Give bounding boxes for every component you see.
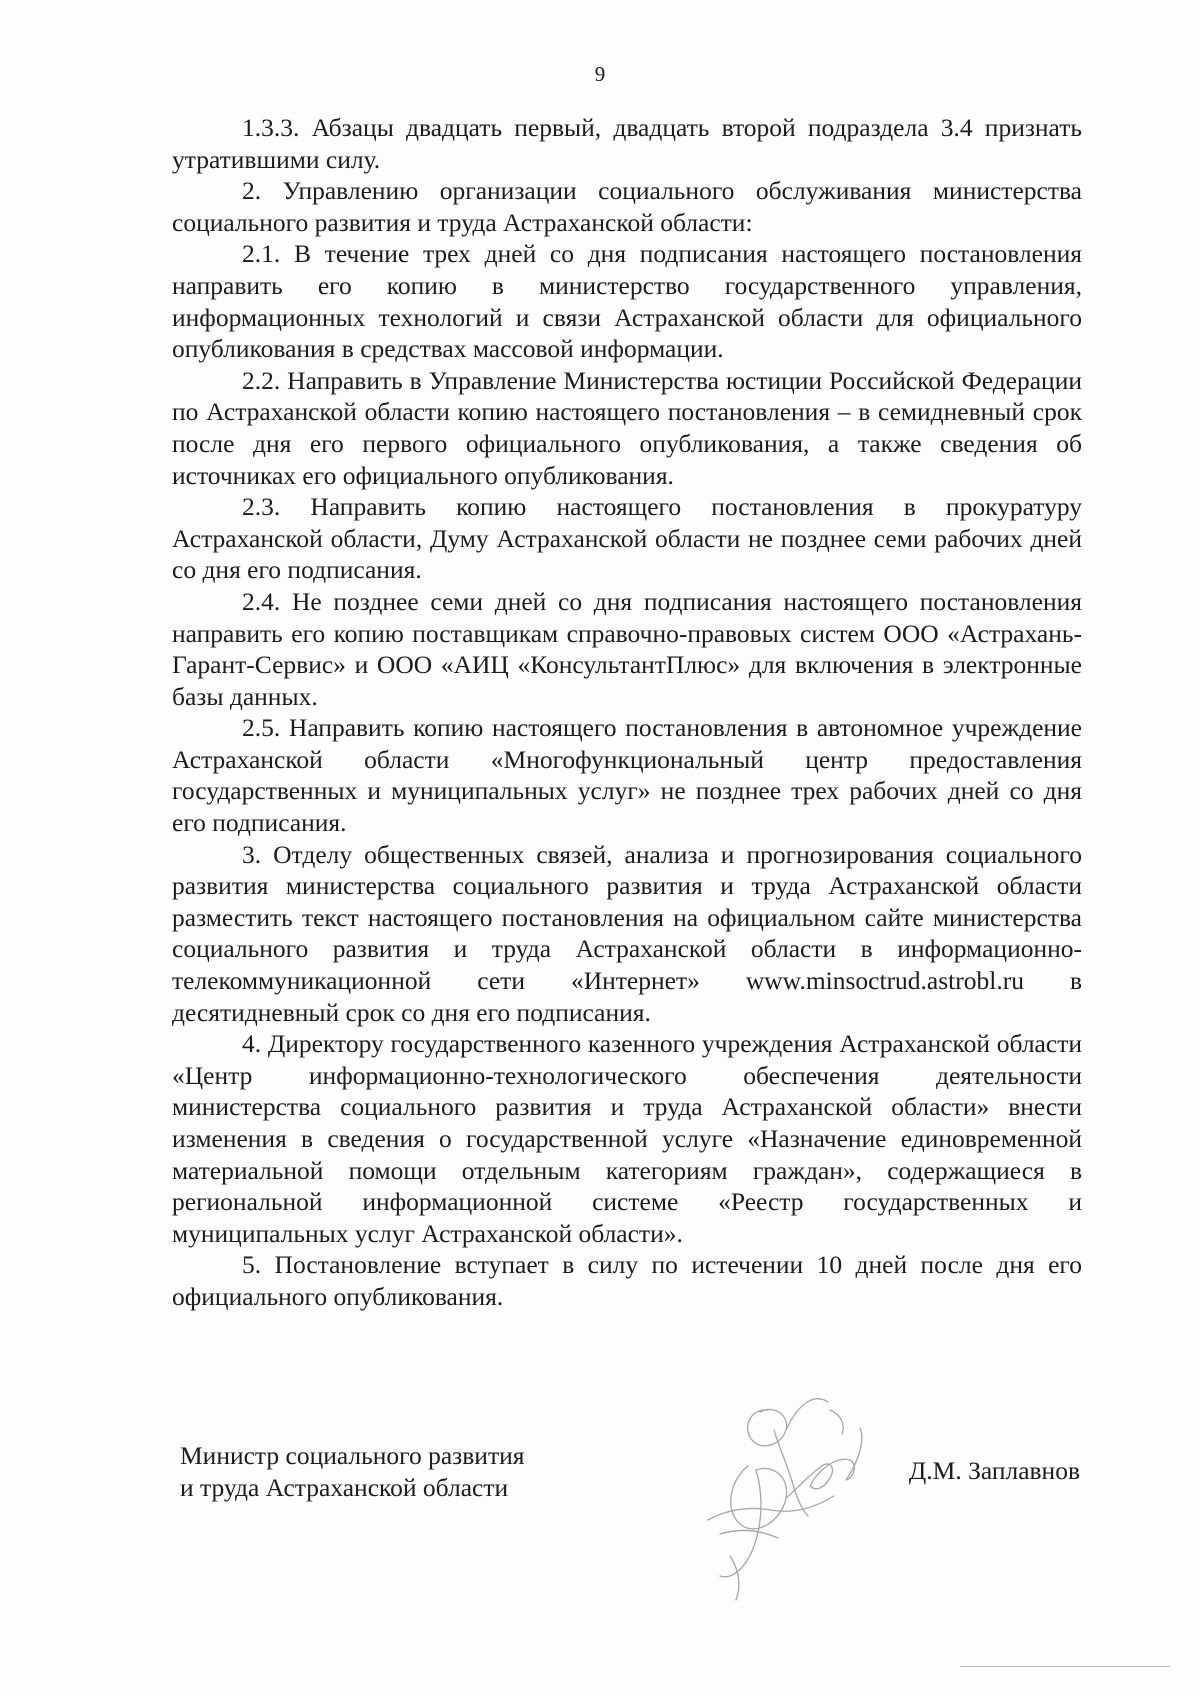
paragraph-5: 5. Постановление вступает в силу по истечении 10 дней после дня его официального опубликования. xyxy=(172,1250,1082,1311)
paragraph-2-1: 2.1. В течение трех дней со дня подписания настоящего постановления направить его копию в министерство государственного управления, информационных технологий и связи Астраханской области для официального опубликования в средствах массовой информации. xyxy=(172,239,1082,364)
paragraph-2-5: 2.5. Направить копию настоящего постановления в автономное учреждение Астраханской области «Многофункциональный центр предоставления государственных и муниципальных услуг» не позднее трех рабочих дней со дня его подписания. xyxy=(172,713,1082,838)
document-body xyxy=(172,112,1082,1313)
signatory-name: Д.М. Заплавнов xyxy=(908,1456,1080,1485)
paragraph-3: 3. Отделу общественных связей, анализа и прогнозирования социального развития министерства социального развития и труда Астраханской области разместить текст настоящего постановления на официальном сайте министерства социального развития и труда Астраханской области в информационно-телекоммуникационной сети «Интернет» www.minsoctrud.astrobl.ru в десятидневный срок со дня его подписания. xyxy=(172,839,1082,1027)
signatory-title-line-1: Министр социального развития xyxy=(180,1441,525,1470)
signatory-title xyxy=(180,1440,524,1504)
paragraph-1-3-3: 1.3.3. Абзацы двадцать первый, двадцать второй подраздела 3.4 признать утратившими силу. xyxy=(172,113,1082,174)
paragraph-2-2: 2.2. Направить в Управление Министерства юстиции Российской Федерации по Астраханской области копию настоящего постановления – в семидневный срок после дня его первого официального опубликования, а также сведения об источниках его официального опубликования. xyxy=(172,365,1082,490)
paragraph-4: 4. Директору государственного казенного учреждения Астраханской области «Центр информационно-технологического обеспечения деятельности министерства социального развития и труда Астраханской области» внести изменения в сведения о государственной услуге «Назначение единовременной материальной помощи отдельным категориям граждан», содержащиеся в региональной информационной системе «Реестр государственных и муниципальных услуг Астраханской области». xyxy=(172,1029,1082,1248)
paragraph-2: 2. Управлению организации социального обслуживания министерства социального развития и труда Астраханской области: xyxy=(172,176,1082,237)
paragraph-2-4: 2.4. Не позднее семи дней со дня подписания настоящего постановления направить его копию поставщикам справочно-правовых систем ООО «Астрахань-Гарант-Сервис» и ООО «АИЦ «КонсультантПлюс» для включения в электронные базы данных. xyxy=(172,586,1082,711)
handwritten-signature xyxy=(690,1370,880,1610)
signature-block xyxy=(180,1440,1080,1640)
page-number: 9 xyxy=(594,62,606,86)
paragraph-2-3: 2.3. Направить копию настоящего постановления в прокуратуру Астраханской области, Думу Астраханской области не позднее семи рабочих дней со дня его подписания. xyxy=(172,492,1082,585)
signatory-title-line-2: и труда Астраханской области xyxy=(180,1473,509,1502)
bottom-rule-divider xyxy=(960,1666,1170,1667)
